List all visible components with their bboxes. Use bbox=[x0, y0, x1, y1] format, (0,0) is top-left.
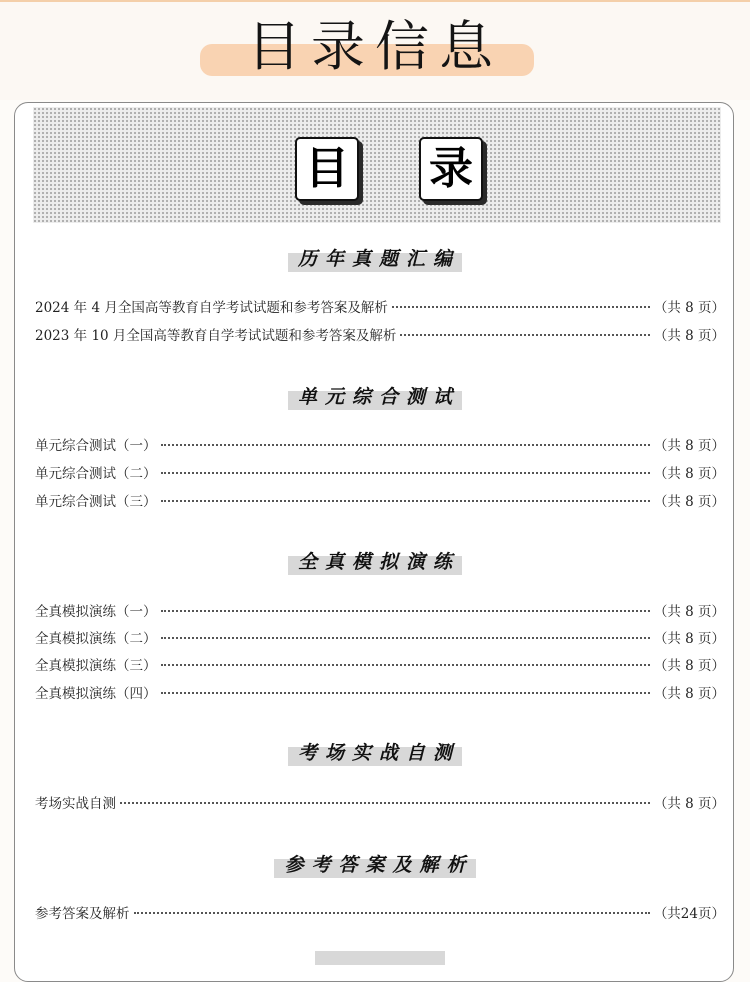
section-heading-past-exams: 历年真题汇编 bbox=[15, 243, 734, 272]
section-heading-exam-practice: 考场实战自测 bbox=[15, 737, 734, 766]
toc-item[interactable] bbox=[35, 628, 725, 650]
toc-item-label: 全真模拟演练（三） bbox=[35, 658, 157, 674]
toc-item-label: 全真模拟演练（一） bbox=[35, 604, 157, 620]
section-heading-unit-tests: 单元综合测试 bbox=[15, 381, 734, 410]
dot-leader bbox=[400, 334, 649, 336]
toc-item-label: 全真模拟演练（二） bbox=[35, 631, 157, 647]
page-title-char-1: 目 bbox=[295, 137, 359, 201]
toc-item-pages: （共 8 页） bbox=[653, 328, 725, 344]
section-heading-mock-exams: 全真模拟演练 bbox=[15, 546, 734, 575]
toc-item-label: 单元综合测试（二） bbox=[35, 466, 157, 482]
toc-item[interactable] bbox=[35, 655, 725, 677]
toc-item[interactable] bbox=[35, 601, 725, 623]
dot-leader bbox=[161, 637, 650, 639]
toc-card bbox=[14, 102, 734, 982]
dot-leader bbox=[161, 610, 650, 612]
toc-item-pages: （共 8 页） bbox=[653, 604, 725, 620]
toc-item-label: 全真模拟演练（四） bbox=[35, 686, 157, 702]
toc-item[interactable] bbox=[35, 683, 725, 705]
dot-leader bbox=[161, 664, 650, 666]
toc-item-label: 考场实战自测 bbox=[35, 796, 116, 812]
toc-item-pages: （共 8 页） bbox=[653, 686, 725, 702]
toc-item-pages: （共 8 页） bbox=[653, 300, 725, 316]
toc-item[interactable] bbox=[35, 903, 725, 925]
toc-item[interactable] bbox=[35, 463, 725, 485]
dot-leader bbox=[161, 472, 650, 474]
section-heading-answers: 参考答案及解析 bbox=[15, 849, 734, 878]
toc-item[interactable] bbox=[35, 325, 725, 347]
toc-item[interactable] bbox=[35, 793, 725, 815]
banner-title: 目录信息 bbox=[247, 15, 503, 78]
toc-item-label: 2024 年 4 月全国高等教育自学考试试题和参考答案及解析 bbox=[35, 300, 388, 316]
header-band bbox=[0, 0, 750, 100]
toc-item-label: 2023 年 10 月全国高等教育自学考试试题和参考答案及解析 bbox=[35, 328, 397, 344]
dot-leader bbox=[161, 692, 650, 694]
toc-item-label: 参考答案及解析 bbox=[35, 906, 130, 922]
toc-item-pages: （共 8 页） bbox=[653, 494, 725, 510]
dot-leader bbox=[161, 444, 650, 446]
dot-leader bbox=[161, 500, 650, 502]
dot-leader bbox=[134, 912, 650, 914]
dot-leader bbox=[120, 802, 650, 804]
toc-item[interactable] bbox=[35, 297, 725, 319]
toc-item[interactable] bbox=[35, 435, 725, 457]
dot-leader bbox=[392, 306, 650, 308]
toc-item-label: 单元综合测试（一） bbox=[35, 438, 157, 454]
toc-item[interactable] bbox=[35, 491, 725, 513]
page-title-char-2: 录 bbox=[419, 137, 483, 201]
toc-item-pages: （共 8 页） bbox=[653, 466, 725, 482]
top-divider bbox=[0, 0, 750, 2]
toc-item-pages: （共 8 页） bbox=[653, 796, 725, 812]
toc-item-pages: （共 8 页） bbox=[653, 631, 725, 647]
title-dot-panel bbox=[33, 107, 721, 223]
toc-item-pages: （共24页） bbox=[653, 906, 725, 922]
next-section-heading-fragment bbox=[315, 951, 445, 965]
toc-item-pages: （共 8 页） bbox=[653, 658, 725, 674]
toc-item-pages: （共 8 页） bbox=[653, 438, 725, 454]
toc-item-label: 单元综合测试（三） bbox=[35, 494, 157, 510]
